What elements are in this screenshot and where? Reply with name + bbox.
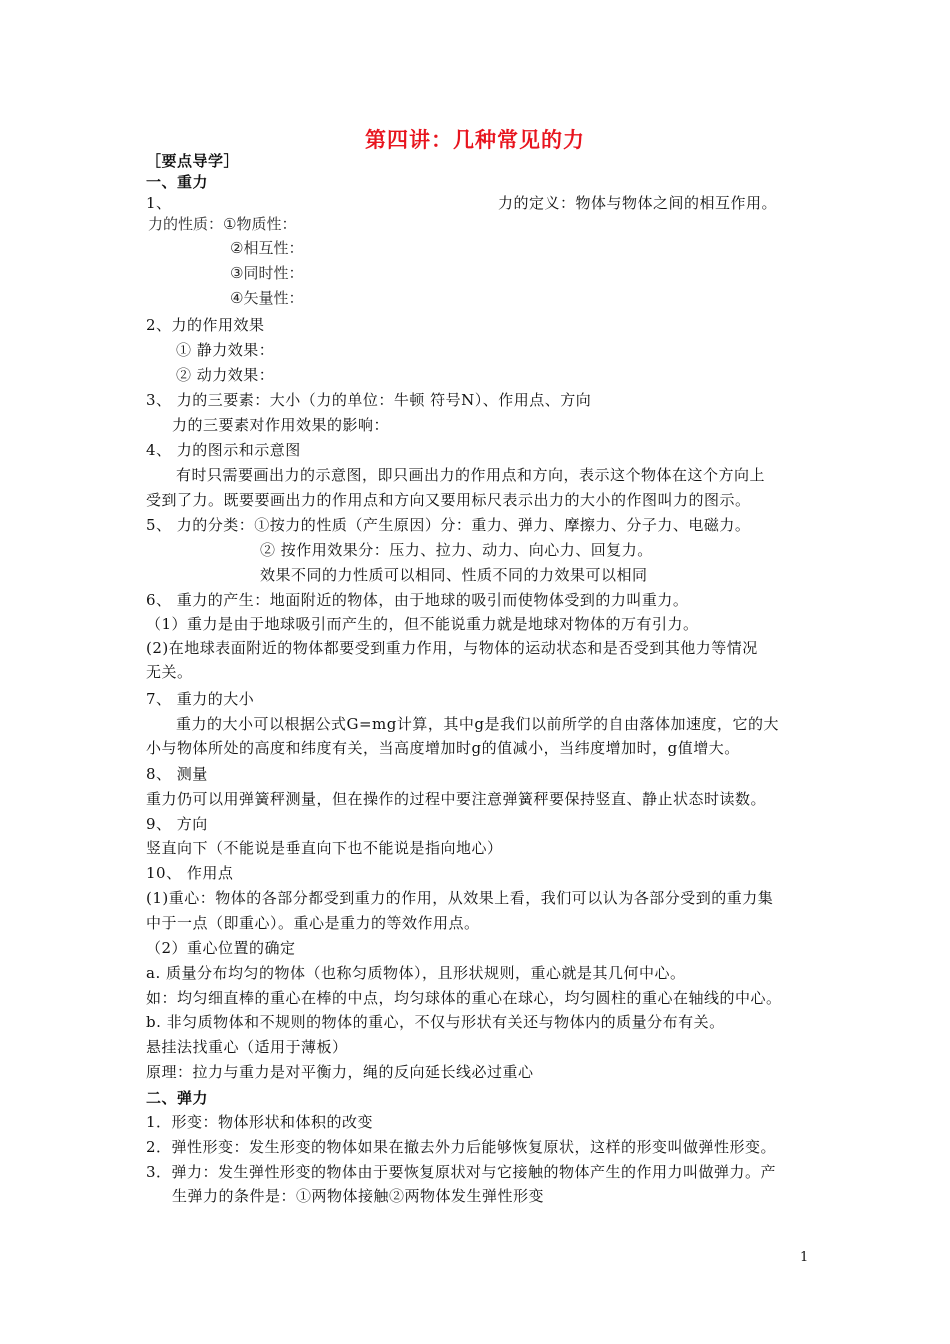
text-line: ② 动力效果： xyxy=(176,366,275,384)
text-line: ④矢量性： xyxy=(230,289,304,307)
text-line: 重力的大小可以根据公式G=mg计算，其中g是我们以前所学的自由落体加速度，它的大 xyxy=(176,715,779,733)
text-line: (1)重心：物体的各部分都受到重力的作用，从效果上看，我们可以认为各部分受到的重力集 xyxy=(146,889,774,907)
text-line: a. 质量分布均匀的物体（也称匀质物体），且形状规则，重心就是其几何中心。 xyxy=(146,964,686,982)
text-line: b. 非匀质物体和不规则的物体的重心，不仅与形状有关还与物体内的质量分布有关。 xyxy=(146,1013,725,1031)
text-line: 力的性质：①物质性： xyxy=(148,215,297,233)
text-line: 2．弹性形变：发生形变的物体如果在撤去外力后能够恢复原状，这样的形变叫做弹性形变。 xyxy=(146,1138,777,1156)
page-number: 1 xyxy=(800,1250,809,1265)
text-line: ②相互性： xyxy=(230,239,304,257)
text-line: （1）重力是由于地球吸引而产生的，但不能说重力就是地球对物体的万有引力。 xyxy=(146,615,699,633)
text-line: 生弹力的条件是：①两物体接触②两物体发生弹性形变 xyxy=(172,1187,545,1205)
text-line: 中于一点（即重心）。重心是重力的等效作用点。 xyxy=(146,914,480,932)
text-line: 力的定义：物体与物体之间的相互作用。 xyxy=(498,194,778,212)
text-line: (2)在地球表面附近的物体都要受到重力作用，与物体的运动状态和是否受到其他力等情况 xyxy=(146,639,758,657)
text-line: 9、 方向 xyxy=(146,815,208,833)
text-line: 竖直向下（不能说是垂直向下也不能说是指向地心） xyxy=(146,839,503,857)
text-line: （2）重心位置的确定 xyxy=(146,939,296,957)
text-line: 悬挂法找重心（适用于薄板） xyxy=(146,1038,348,1056)
text-line: 10、 作用点 xyxy=(146,864,234,882)
text-line: 重力仍可以用弹簧秤测量，但在操作的过程中要注意弹簧秤要保持竖直、静止状态时读数。 xyxy=(146,790,767,808)
text-line: 有时只需要画出力的示意图，即只画出力的作用点和方向，表示这个物体在这个方向上 xyxy=(176,466,766,484)
text-line: 1、 xyxy=(146,194,172,212)
text-line: 效果不同的力性质可以相同、性质不同的力效果可以相同 xyxy=(260,566,648,584)
text-line: 8、 测量 xyxy=(146,765,208,783)
text-line: 3．弹力：发生弹性形变的物体由于要恢复原状对与它接触的物体产生的作用力叫做弹力。产 xyxy=(146,1163,777,1181)
section-heading: ［要点导学］ xyxy=(146,152,240,170)
text-line: 6、 重力的产生：地面附近的物体，由于地球的吸引而使物体受到的力叫重力。 xyxy=(146,591,689,609)
section-heading: 二、弹力 xyxy=(146,1089,209,1107)
text-line: ② 按作用效果分：压力、拉力、动力、向心力、回复力。 xyxy=(260,541,653,559)
text-line: 7、 重力的大小 xyxy=(146,690,255,708)
text-line: 原理：拉力与重力是对平衡力，绳的反向延长线必过重心 xyxy=(146,1063,534,1081)
text-line: 如：均匀细直棒的重心在棒的中点，均匀球体的重心在球心，均匀圆柱的重心在轴线的中心。 xyxy=(146,989,782,1007)
text-line: 无关。 xyxy=(146,663,193,681)
text-line: ① 静力效果： xyxy=(176,341,275,359)
text-line: 1．形变：物体形状和体积的改变 xyxy=(146,1113,374,1131)
text-line: 3、 力的三要素：大小（力的单位：牛顿 符号N）、作用点、方向 xyxy=(146,391,592,409)
text-line: 力的三要素对作用效果的影响： xyxy=(172,416,390,434)
text-line: ③同时性： xyxy=(230,264,304,282)
page-title: 第四讲：几种常见的力 xyxy=(365,128,585,152)
text-line: 受到了力。既要要画出力的作用点和方向又要用标尺表示出力的大小的作图叫力的图示。 xyxy=(146,491,751,509)
text-line: 4、 力的图示和示意图 xyxy=(146,441,301,459)
section-heading: 一、重力 xyxy=(146,173,209,191)
text-line: 2、力的作用效果 xyxy=(146,316,265,334)
text-line: 5、 力的分类：①按力的性质（产生原因）分：重力、弹力、摩擦力、分子力、电磁力。 xyxy=(146,516,751,534)
text-line: 小与物体所处的高度和纬度有关，当高度增加时g的值减小，当纬度增加时，g值增大。 xyxy=(146,739,740,757)
